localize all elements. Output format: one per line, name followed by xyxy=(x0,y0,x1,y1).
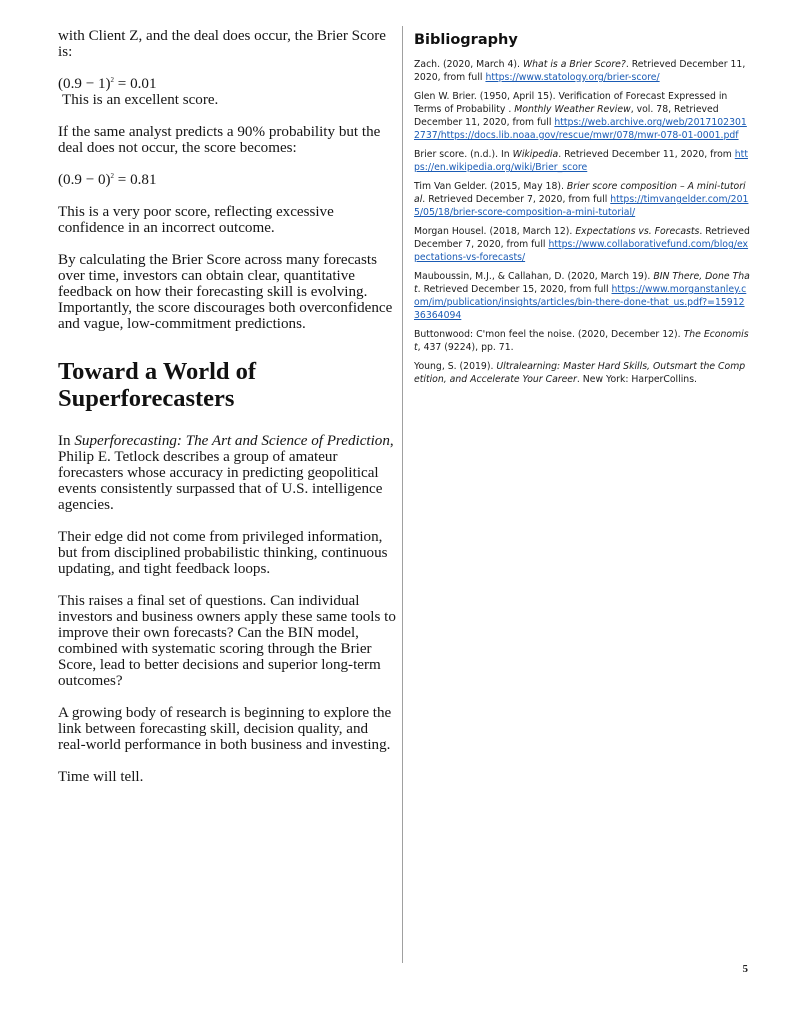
page-number: 5 xyxy=(742,963,748,975)
entry-link[interactable]: https://www.collaborativefund.com/blog/expectations-vs-forecasts/ xyxy=(414,239,749,263)
entry-text: . Retrieved December 7, 2020, from full xyxy=(414,226,750,250)
equation-1-base: (0.9 − 1) xyxy=(58,76,111,92)
bibliography-entry xyxy=(414,328,750,354)
entry-text: Zach. (2020, March 4). xyxy=(414,59,523,70)
entry-text: Buttonwood: C'mon feel the noise. (2020, December 12). xyxy=(414,329,684,340)
entry-text: . Retrieved December 11, 2020, from xyxy=(558,149,735,160)
entry-text: Tim Van Gelder. (2015, May 18). xyxy=(414,181,567,192)
entry-title: Brier score composition – A mini-tutorial xyxy=(414,181,746,205)
bibliography-entry xyxy=(414,90,750,142)
entry-text: Young, S. (2019). xyxy=(414,361,497,372)
equation-poor xyxy=(58,172,398,188)
book-title: Superforecasting: The Art and Science of Prediction xyxy=(74,433,390,449)
entry-text: . Retrieved December 7, 2020, from full xyxy=(422,194,611,205)
equation-1-note: This is an excellent score. xyxy=(62,92,219,108)
equation-1-exponent: 2 xyxy=(110,76,115,84)
bibliography-list xyxy=(414,58,750,386)
paragraph-intro: with Client Z, and the deal does occur, the Brier Score is: xyxy=(58,28,387,60)
bibliography-entry xyxy=(414,148,750,174)
entry-text: , 437 (9224), pp. 71. xyxy=(417,342,514,353)
bibliography-entry xyxy=(414,270,750,322)
entry-link[interactable]: https://timvangelder.com/2015/05/18/brier-score-composition-a-mini-tutorial/ xyxy=(414,194,749,218)
entry-text: . Retrieved December 11, 2020, from full xyxy=(414,59,746,83)
paragraph-text: In xyxy=(58,433,75,449)
equation-2-result: = 0.81 xyxy=(114,172,157,188)
entry-text: . Retrieved December 15, 2020, from full xyxy=(417,284,612,295)
bibliography-column xyxy=(414,32,750,392)
entry-text: Morgan Housel. (2018, March 12). xyxy=(414,226,576,237)
entry-title: BIN There, Done That xyxy=(414,271,750,295)
equation-1-result: = 0.01 xyxy=(114,76,157,92)
entry-title: Expectations vs. Forecasts xyxy=(575,226,700,237)
paragraph-questions: This raises a final set of questions. Can individual investors and business owners apply these same tools to improve their own forecasts? Can the BIN model, combined with systematic scoring through the Brier Score, lead to better decisions and superior long-term outcomes? xyxy=(58,593,396,689)
bibliography-entry xyxy=(414,180,750,219)
main-column xyxy=(58,28,398,801)
equation-excellent xyxy=(58,76,398,108)
paragraph-brier-benefits: By calculating the Brier Score across many forecasts over time, investors can obtain clear, quantitative feedback on how their forecasting skill is evolving. Importantly, the score discourages both overconfidence and vague, low-commitment predictions. xyxy=(58,252,393,332)
entry-text: , vol. 78, Retrieved December 11, 2020, from full xyxy=(414,104,719,128)
entry-title: Monthly Weather Review xyxy=(514,104,631,115)
entry-link[interactable]: https://en.wikipedia.org/wiki/Brier_score xyxy=(414,149,748,173)
entry-link[interactable]: https://www.statology.org/brier-score/ xyxy=(485,72,660,83)
paragraph-research: A growing body of research is beginning to explore the link between forecasting skill, decision quality, and real-world performance in both business and investing. xyxy=(58,705,392,753)
entry-title: Wikipedia xyxy=(512,149,559,160)
paragraph-second-case: If the same analyst predicts a 90% probability but the deal does not occur, the score becomes: xyxy=(58,124,381,156)
paragraph-edge: Their edge did not come from privileged information, but from disciplined probabilistic thinking, continuous updating, and tight feedback loops. xyxy=(58,529,388,577)
entry-link[interactable]: https://www.morganstanley.com/im/publication/insights/articles/bin-there-done-that_us.pdf?=1591236364094 xyxy=(414,284,747,321)
paragraph-superforecasting xyxy=(58,433,398,513)
entry-title: What is a Brier Score? xyxy=(522,59,626,70)
entry-text: Brier score. (n.d.). In xyxy=(414,149,513,160)
bibliography-entry xyxy=(414,225,750,264)
entry-text: Glen W. Brier. (1950, April 15). Verification of Forecast Expressed in Terms of Probability . xyxy=(414,91,728,115)
entry-text: Mauboussin, M.J., & Callahan, D. (2020, March 19). xyxy=(414,271,654,282)
bibliography-entry xyxy=(414,58,750,84)
entry-title: Ultralearning: Master Hard Skills, Outsmart the Competition, and Accelerate Your Career xyxy=(414,361,746,385)
bibliography-entry xyxy=(414,360,750,386)
entry-link[interactable]: https://web.archive.org/web/20171023012737/https://docs.lib.noaa.gov/rescue/mwr/078/mwr-078-01-0001.pdf xyxy=(414,117,747,141)
paragraph-text: , Philip E. Tetlock describes a group of amateur forecasters whose accuracy in predicting geopolitical events consistently surpassed that of U.S. intelligence agencies. xyxy=(58,433,394,513)
entry-text: . New York: HarperCollins. xyxy=(576,374,698,385)
equation-2-base: (0.9 − 0) xyxy=(58,172,111,188)
section-heading: Toward a World of Superforecasters xyxy=(58,358,257,412)
bibliography-title: Bibliography xyxy=(414,32,518,48)
equation-2-exponent: 2 xyxy=(110,172,115,180)
column-divider xyxy=(402,26,403,963)
entry-title: The Economist xyxy=(414,329,749,353)
paragraph-closing: Time will tell. xyxy=(58,769,144,785)
paragraph-poor-score: This is a very poor score, reflecting excessive confidence in an incorrect outcome. xyxy=(58,204,334,236)
